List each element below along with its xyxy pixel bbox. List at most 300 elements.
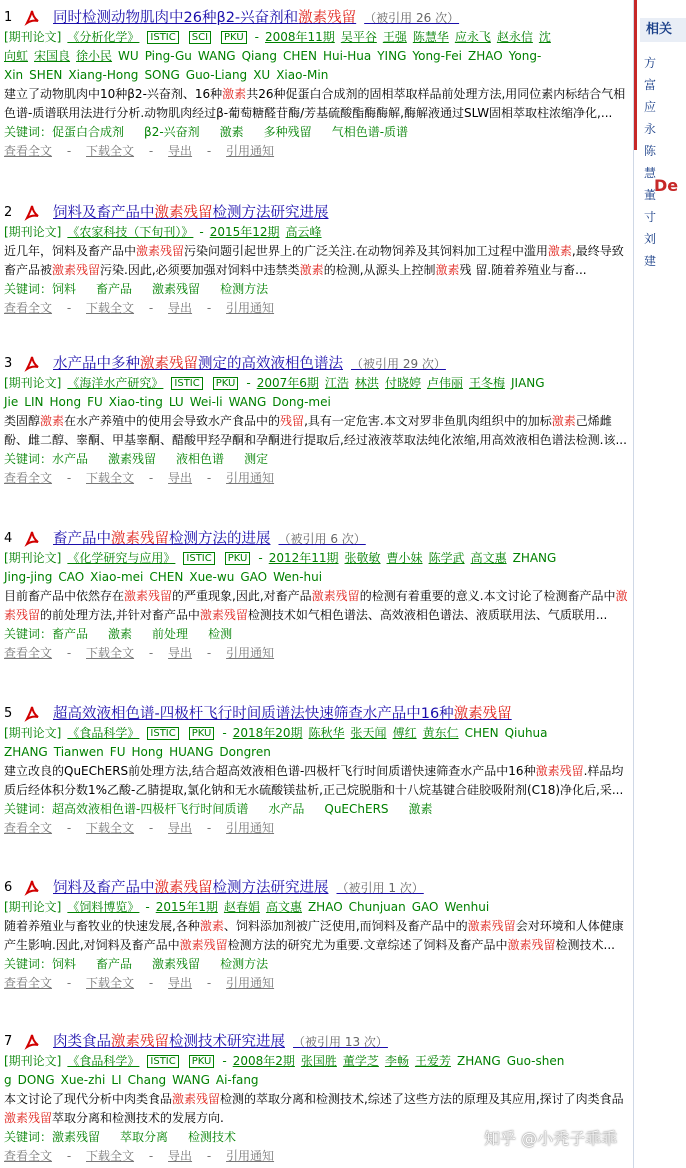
author-link[interactable]: 陈学武 [428,551,465,565]
author-link: ZHANG [512,551,557,565]
author-link[interactable]: 向虹 [4,49,29,63]
keyword-link[interactable]: 激素残留 [152,957,201,971]
author-link: Xiang-Hong [68,68,139,82]
cite-notify-link[interactable]: 引用通知 [226,144,275,158]
author-link: CHEN [464,726,499,740]
result-actions [0,644,628,663]
export-link[interactable]: 导出 [168,821,193,835]
action-separator: - [66,1149,72,1163]
title-highlight: 激素残留 [453,706,512,722]
abstract-text: 目前畜产品中依然存在 [4,589,125,603]
result-item [0,203,628,318]
author-link[interactable]: 王冬梅 [468,376,505,390]
abstract-text: 的严重现象,因此,对畜产品 [172,589,312,603]
abstract-text: .样品均质后经体积分数1%乙酸-乙腈提取,氯化钠和无水硫酸镁盐析,正己烷脱脂和十八烷基键合硅胶吸附剂(C18)净化后,采... [4,764,624,797]
abstract-text: 检测技术... [555,938,615,952]
author-link: CAO [58,570,85,584]
pdf-icon[interactable] [25,10,39,25]
abstract-text: 检测的萃取分离和检测技术,综述了这些方法的原理及其应用,探讨了肉类食品 [220,1092,624,1106]
action-separator: - [66,471,72,485]
abstract-text: 建立改良的QuEChERS前处理方法,结合超高效液相色谱-四极杆飞行时间质谱快速筛查水产品中16种 [4,764,536,778]
keyword-link[interactable]: 激素残留 [152,282,201,296]
result-meta-line [0,47,628,66]
abstract-highlight: 激素残留 [311,589,360,603]
result-meta-line [0,393,628,412]
result-item [0,8,628,161]
keywords-label: 关键词： [4,957,53,971]
result-number: 1 [4,10,13,25]
author-link: XU [253,68,271,82]
result-abstract [0,1090,628,1128]
action-separator: - [206,976,212,990]
author-link[interactable]: 2008年2期 [232,1054,295,1068]
cite-notify-link[interactable]: 引用通知 [226,646,275,660]
author-link: Guo-shen [506,1054,565,1068]
title-highlight: 激素残留 [140,356,198,372]
pdf-icon[interactable] [25,880,39,895]
download-fulltext-link[interactable]: 下载全文 [86,144,135,158]
sidebar-item[interactable]: 董寸 [644,188,657,224]
cited-count: （被引用 1 次） [336,881,424,895]
author-link[interactable]: 陈秋华 [308,726,345,740]
author-link[interactable]: 徐小民 [76,49,113,63]
result-title-row [0,8,628,28]
author-link[interactable]: 江浩 [324,376,349,390]
view-fulltext-link[interactable]: 查看全文 [4,471,53,485]
result-abstract [0,917,628,955]
journal-link[interactable]: 《农家科技（下旬刊）》 [67,225,194,239]
author-link: ZHAO [467,49,503,63]
cite-notify-link[interactable]: 引用通知 [226,301,275,315]
pdf-icon[interactable] [25,706,39,721]
title-text: 饲料及畜产品中 [53,880,155,896]
author-link: LIN [24,395,44,409]
author-link: Chang [127,1073,167,1087]
abstract-text: 污染.因此,必须要加强对饲料中违禁类 [100,263,300,277]
keyword-link[interactable]: 激素 [219,125,244,139]
abstract-text: 会对环境和人体健康产生影响.因此,对饲料及畜产品中 [4,919,624,952]
abstract-highlight: 激素残留 [172,1092,221,1106]
keywords-label: 关键词： [4,452,53,466]
author-link: DONG [17,1073,55,1087]
author-link[interactable]: 应永飞 [454,30,491,44]
title-text: 检测方法的进展 [169,531,271,547]
keyword-link[interactable]: 萃取分离 [120,1130,169,1144]
abstract-text: ,最终导致畜产品被 [4,244,624,277]
action-separator: - [148,144,154,158]
keyword-link[interactable]: 激素 [108,627,133,641]
view-fulltext-link[interactable]: 查看全文 [4,821,53,835]
keyword-link[interactable]: 检测方法 [220,282,269,296]
keyword-link[interactable]: 液相色谱 [176,452,225,466]
author-link: WANG [228,395,267,409]
result-keywords [0,625,628,644]
keyword-link[interactable]: 检测方法 [220,957,269,971]
author-link: CHEN [149,570,184,584]
sidebar-heading: 相关 [640,18,686,42]
title-highlight: 激素残留 [111,531,169,547]
abstract-text: 在水产养殖中的使用会导致水产食品中的 [64,414,281,428]
result-title-link[interactable] [53,8,459,28]
abstract-text: 残 留.随着养殖业与畜... [459,263,587,277]
author-link[interactable]: 董学芝 [342,1054,379,1068]
download-fulltext-link[interactable]: 下载全文 [86,821,135,835]
pdf-icon[interactable] [25,1034,39,1049]
author-link[interactable]: 张国胜 [300,1054,337,1068]
index-badge: ISTIC [147,31,178,44]
abstract-text: 检测技术如气相色谱法、高效液相色谱法、液质联用法、气质联用... [247,608,608,622]
action-separator: - [206,1149,212,1163]
author-link: Hui-Hua [322,49,372,63]
keyword-link[interactable]: 畜产品 [52,627,89,641]
abstract-highlight: 激素 [435,263,460,277]
author-link[interactable]: 2015年12期 [209,225,280,239]
keywords-label: 关键词： [4,282,53,296]
view-fulltext-link[interactable]: 查看全文 [4,976,53,990]
meta-dash: - [199,225,204,239]
sidebar-item[interactable]: 应永 [644,100,657,136]
result-number: 7 [4,1034,13,1049]
abstract-text: ,具有一定危害.本文对罗非鱼肌肉组织中的加标 [304,414,552,428]
export-link[interactable]: 导出 [168,301,193,315]
author-link: SONG [144,68,180,82]
author-link[interactable]: 高文惠 [265,900,302,914]
author-link: Ping-Gu [144,49,192,63]
download-fulltext-link[interactable]: 下载全文 [86,471,135,485]
action-separator: - [148,646,154,660]
abstract-highlight: 激素残留 [199,608,248,622]
title-highlight: 激素残留 [154,205,213,221]
index-badge: PKU [189,727,215,740]
keyword-link[interactable]: 畜产品 [96,957,133,971]
result-title-row [0,704,628,724]
journal-link[interactable]: 《化学研究与应用》 [67,551,176,565]
abstract-highlight: 激素残留 [507,938,556,952]
article-type: [期刊论文] [4,376,62,390]
result-meta-line [0,66,628,85]
result-title-link[interactable] [53,704,512,724]
author-link[interactable]: 2012年11期 [268,551,339,565]
action-separator: - [66,646,72,660]
author-link: Jie [4,395,19,409]
related-sidebar [633,0,679,1168]
result-number: 6 [4,880,13,895]
journal-link[interactable]: 《分析化学》 [67,30,140,44]
keyword-link[interactable]: QuEChERS [324,802,389,816]
author-link[interactable]: 2018年20期 [232,726,303,740]
index-badge: ISTIC [183,552,214,565]
author-link: HUANG [169,745,214,759]
keyword-link[interactable]: β2-兴奋剂 [144,125,200,139]
download-fulltext-link[interactable]: 下载全文 [86,1149,135,1163]
view-fulltext-link[interactable]: 查看全文 [4,301,53,315]
keyword-link[interactable]: 气相色谱-质谱 [331,125,409,139]
abstract-text: 萃取分离和检测技术的发展方向. [52,1111,224,1125]
keyword-link[interactable]: 前处理 [152,627,189,641]
author-link: LU [168,395,184,409]
author-link[interactable]: 2008年11期 [265,30,335,44]
export-link[interactable]: 导出 [168,1149,193,1163]
author-link: FU [109,745,126,759]
author-link: Jing-jing [4,570,53,584]
download-fulltext-link[interactable]: 下载全文 [86,646,135,660]
author-link: Qiuhua [504,726,548,740]
author-link[interactable]: 傅红 [392,726,417,740]
cite-notify-link[interactable]: 引用通知 [226,821,275,835]
author-link: JIANG [510,376,545,390]
result-actions [0,142,628,161]
author-link: CHEN [282,49,317,63]
keyword-link[interactable]: 激素残留 [108,452,157,466]
author-link[interactable]: 沈 [538,30,551,44]
result-item [0,704,628,838]
abstract-highlight: 激素 [299,263,324,277]
abstract-text: 污染问题引起世界上的广泛关注.在动物饲养及其饲料加工过程中滥用 [184,244,548,258]
meta-dash: - [254,30,259,44]
index-badge: ISTIC [171,377,202,390]
result-meta-line [0,724,628,743]
result-title-link[interactable] [53,203,329,223]
result-item [0,354,628,488]
result-title-link[interactable] [53,1032,388,1052]
author-link[interactable]: 王强 [382,30,407,44]
abstract-text: 随着养殖业与畜牧业的快速发展,各种 [4,919,200,933]
journal-link[interactable]: 《饲料博览》 [67,900,140,914]
pdf-icon[interactable] [25,356,39,371]
meta-dash: - [222,1054,227,1068]
author-link[interactable]: 2007年6期 [256,376,319,390]
result-keywords [0,450,628,469]
pdf-icon[interactable] [25,205,39,220]
cite-notify-link[interactable]: 引用通知 [226,471,275,485]
result-meta-line [0,28,628,47]
article-type: [期刊论文] [4,900,62,914]
author-link: Xiao-Min [276,68,329,82]
cited-count: （被引用 29 次） [351,357,446,371]
action-separator: - [148,471,154,485]
title-text: 超高效液相色谱-四极杆飞行时间质谱法快速筛查水产品中16种 [53,706,454,722]
abstract-highlight: 激素 [199,919,224,933]
result-abstract [0,412,628,450]
view-fulltext-link[interactable]: 查看全文 [4,1149,53,1163]
export-link[interactable]: 导出 [168,144,193,158]
abstract-highlight: 激素残留 [136,244,185,258]
author-link: GAO [240,570,268,584]
abstract-highlight: 激素残留 [124,589,173,603]
action-separator: - [66,301,72,315]
keyword-link[interactable]: 测定 [244,452,269,466]
index-badge: SCI [189,31,211,44]
author-link: YING [377,49,407,63]
result-title-link[interactable] [53,354,446,374]
author-link[interactable]: 黄东仁 [422,726,459,740]
sidebar-item[interactable]: 方富 [644,56,657,92]
result-abstract [0,762,628,800]
author-link[interactable]: 王爱芳 [414,1054,451,1068]
result-meta-line [0,374,628,393]
result-actions [0,1147,628,1166]
meta-dash: - [145,900,150,914]
result-meta-line [0,568,628,587]
result-title-row [0,1032,628,1052]
author-link[interactable]: 宋国良 [34,49,71,63]
title-highlight: 激素残留 [298,10,357,26]
abstract-highlight: 激素残留 [179,938,228,952]
article-type: [期刊论文] [4,726,62,740]
watermark-text: 知乎 @小秃子乖乖 [484,1129,618,1148]
sidebar-item[interactable]: 陈慧 [644,144,657,180]
article-type: [期刊论文] [4,225,62,239]
abstract-text: 、饲料添加剂被广泛使用,而饲料及畜产品中的 [223,919,468,933]
author-link: Chunjuan [348,900,406,914]
title-highlight: 激素残留 [111,1034,169,1050]
result-number: 3 [4,356,13,371]
author-link[interactable]: 付晓婷 [384,376,421,390]
abstract-highlight: 激素残留 [467,919,516,933]
action-separator: - [206,646,212,660]
title-highlight: 激素残留 [154,880,213,896]
download-fulltext-link[interactable]: 下载全文 [86,976,135,990]
author-link[interactable]: 卢伟丽 [426,376,463,390]
title-text: 畜产品中 [53,531,111,547]
abstract-text: 近几年，饲料及畜产品中 [4,244,137,258]
keyword-link[interactable]: 畜产品 [96,282,133,296]
author-link[interactable]: 陈慧华 [412,30,449,44]
author-link: Xue-zhi [60,1073,106,1087]
author-link[interactable]: 张敬敏 [344,551,381,565]
action-separator: - [148,301,154,315]
result-number: 4 [4,531,13,546]
abstract-highlight: 激素 [40,414,65,428]
keyword-link[interactable]: 检测 [208,627,233,641]
sidebar-list [644,52,666,272]
title-text: 同时检测动物肌肉中26种β2-兴奋剂和 [53,10,299,26]
index-badge: ISTIC [147,1055,178,1068]
view-fulltext-link[interactable]: 查看全文 [4,646,53,660]
author-link: ZHANG [456,1054,501,1068]
abstract-highlight: 激素 [547,244,572,258]
journal-link[interactable]: 《海洋水产研究》 [67,376,164,390]
author-link: Dong-mei [272,395,331,409]
author-link[interactable]: 2015年1期 [155,900,218,914]
author-link: ZHAO [307,900,343,914]
author-link[interactable]: 高云峰 [285,225,322,239]
author-link[interactable]: 高文惠 [470,551,507,565]
keyword-link[interactable]: 激素残留 [52,1130,101,1144]
export-link[interactable]: 导出 [168,976,193,990]
export-link[interactable]: 导出 [168,471,193,485]
index-badge: ISTIC [147,727,178,740]
author-link[interactable]: 张天闻 [350,726,387,740]
abstract-highlight: 激素残留 [52,263,101,277]
author-link: Yong-Fei [412,49,462,63]
keywords-label: 关键词： [4,1130,53,1144]
index-badge: PKU [225,552,251,565]
author-link: WANG [172,1073,210,1087]
index-badge: PKU [189,1055,215,1068]
download-fulltext-link[interactable]: 下载全文 [86,301,135,315]
result-abstract [0,587,628,625]
journal-link[interactable]: 《食品科学》 [67,1054,140,1068]
author-link[interactable]: 林洪 [354,376,379,390]
keyword-link[interactable]: 激素 [408,802,433,816]
keyword-link[interactable]: 饲料 [52,282,77,296]
title-text: 检测方法研究进展 [212,205,329,221]
author-link[interactable]: 赵永信 [496,30,533,44]
author-link[interactable]: 李畅 [384,1054,409,1068]
author-link[interactable]: 曹小妹 [386,551,423,565]
abstract-text: 本文讨论了现代分析中肉类食品 [4,1092,173,1106]
author-link: Wenhui [444,900,490,914]
abstract-text: 的前处理方法,并针对畜产品中 [40,608,200,622]
author-link: Tianwen [53,745,104,759]
result-title-link[interactable] [53,529,366,549]
author-link: Xue-wu [189,570,235,584]
abstract-highlight: 激素 [551,414,576,428]
author-link: g [4,1073,12,1087]
article-type: [期刊论文] [4,551,62,565]
abstract-text: 建立了动物肌肉中10种β2-兴奋剂、16种 [4,87,223,101]
index-badge: PKU [213,377,239,390]
action-separator: - [206,301,212,315]
author-link[interactable]: 吴平谷 [340,30,377,44]
keyword-link[interactable]: 促蛋白合成剂 [52,125,125,139]
keywords-label: 关键词： [4,802,53,816]
result-actions [0,299,628,318]
journal-link[interactable]: 《食品科学》 [67,726,140,740]
keyword-link[interactable]: 多种残留 [263,125,312,139]
result-keywords [0,280,628,299]
title-text: 测定的高效液相色谱法 [198,356,343,372]
keyword-link[interactable]: 水产品 [268,802,305,816]
author-link: Hong [131,745,164,759]
view-fulltext-link[interactable]: 查看全文 [4,144,53,158]
abstract-highlight: 残留 [280,414,305,428]
sidebar-item[interactable]: 刘建 [644,232,657,268]
abstract-highlight: 激素 [222,87,247,101]
abstract-highlight: 激素残留 [4,1111,53,1125]
author-link: Wen-hui [273,570,323,584]
keyword-link[interactable]: 检测技术 [188,1130,237,1144]
cite-notify-link[interactable]: 引用通知 [226,976,275,990]
action-separator: - [148,1149,154,1163]
export-link[interactable]: 导出 [168,646,193,660]
author-link: Xiao-mei [90,570,144,584]
cite-notify-link[interactable]: 引用通知 [226,1149,275,1163]
pdf-icon[interactable] [25,531,39,546]
result-title-row [0,354,628,374]
abstract-highlight: 激素残留 [535,764,584,778]
result-item [0,878,628,993]
author-link: Yong- [508,49,542,63]
action-separator: - [66,976,72,990]
keyword-link[interactable]: 水产品 [52,452,89,466]
index-badge: PKU [221,31,247,44]
action-separator: - [206,471,212,485]
title-text: 检测方法研究进展 [212,880,329,896]
keyword-link[interactable]: 超高效液相色谱-四极杆飞行时间质谱 [52,802,249,816]
result-title-link[interactable] [53,878,424,898]
author-link: ZHANG [4,745,48,759]
abstract-text: 共26种促蛋白合成剂的固相萃取样品前处理方法,用同位素内标结合气相色谱-质谱联用法进行分析.动物肌肉经过β-葡萄糖醛苷酶/芳基硫酸酯酶酶解,酶解液通过SLW固相萃取柱浓缩净化,... [4,87,626,120]
author-link[interactable]: 赵春娟 [223,900,260,914]
keyword-link[interactable]: 饲料 [52,957,77,971]
author-link: LI [111,1073,122,1087]
result-actions [0,974,628,993]
author-link: Xiao-ting [108,395,163,409]
result-actions [0,819,628,838]
author-link: Ai-fang [215,1073,259,1087]
